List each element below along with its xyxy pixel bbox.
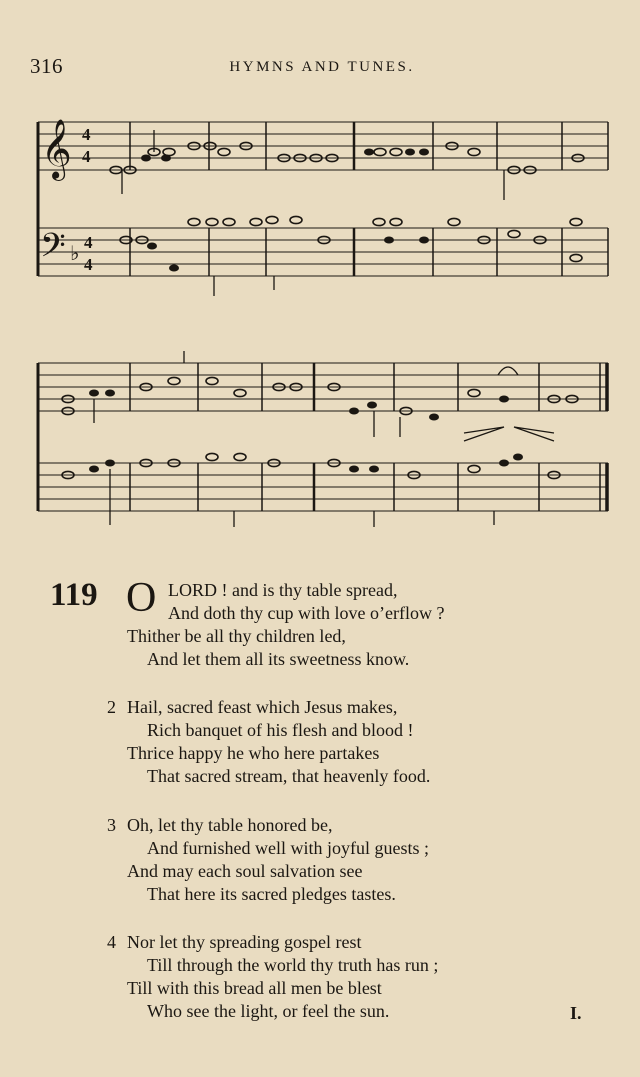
time-signature-top: 4 bbox=[82, 125, 91, 144]
verse-line: That here its sacred pledges tastes. bbox=[147, 884, 396, 904]
verse-line: Oh, let thy table honored be, bbox=[127, 815, 333, 835]
verse-line: LORD ! and is thy table spread, bbox=[168, 580, 398, 600]
page-number: 316 bbox=[30, 54, 63, 78]
stanza-number: 4 bbox=[107, 932, 116, 952]
svg-text:𝄞: 𝄞 bbox=[41, 119, 72, 179]
verse-line: Who see the light, or feel the sun. bbox=[147, 1001, 390, 1021]
verse-line: Till through the world thy truth has run ; bbox=[147, 955, 439, 975]
svg-text:𝄢: 𝄢 bbox=[40, 227, 66, 273]
svg-text:♭: ♭ bbox=[70, 241, 80, 265]
music-system-2 bbox=[34, 345, 614, 535]
verse-line: Rich banquet of his flesh and blood ! bbox=[147, 720, 414, 740]
running-head: HYMNS AND TUNES. bbox=[229, 59, 415, 75]
verse-line: Nor let thy spreading gospel rest bbox=[127, 932, 362, 952]
verse-line: Till with this bread all men be blest bbox=[127, 978, 382, 998]
verse-line: Thither be all thy children led, bbox=[127, 626, 346, 646]
verse-line: And doth thy cup with love o’erflow ? bbox=[168, 603, 445, 623]
stanza-number: 3 bbox=[107, 815, 116, 835]
author-signature: I. bbox=[570, 1003, 582, 1023]
verse-line: That sacred stream, that heavenly food. bbox=[147, 766, 431, 786]
time-signature-bottom: 4 bbox=[82, 147, 91, 166]
verse-line: And may each soul salvation see bbox=[127, 861, 363, 881]
verse-line: Hail, sacred feast which Jesus makes, bbox=[127, 697, 398, 717]
time-signature-bottom: 4 bbox=[84, 255, 93, 274]
stanza-number: 2 bbox=[107, 697, 116, 717]
verse-line: Thrice happy he who here partakes bbox=[127, 743, 380, 763]
verse-line: And furnished well with joyful guests ; bbox=[147, 838, 429, 858]
hymn-number: 119 bbox=[50, 577, 98, 613]
music-system-1 bbox=[34, 110, 614, 300]
drop-cap: O bbox=[126, 575, 157, 621]
verse-line: And let them all its sweetness know. bbox=[147, 649, 410, 669]
notes-bass bbox=[120, 216, 582, 261]
time-signature-top: 4 bbox=[84, 233, 93, 252]
